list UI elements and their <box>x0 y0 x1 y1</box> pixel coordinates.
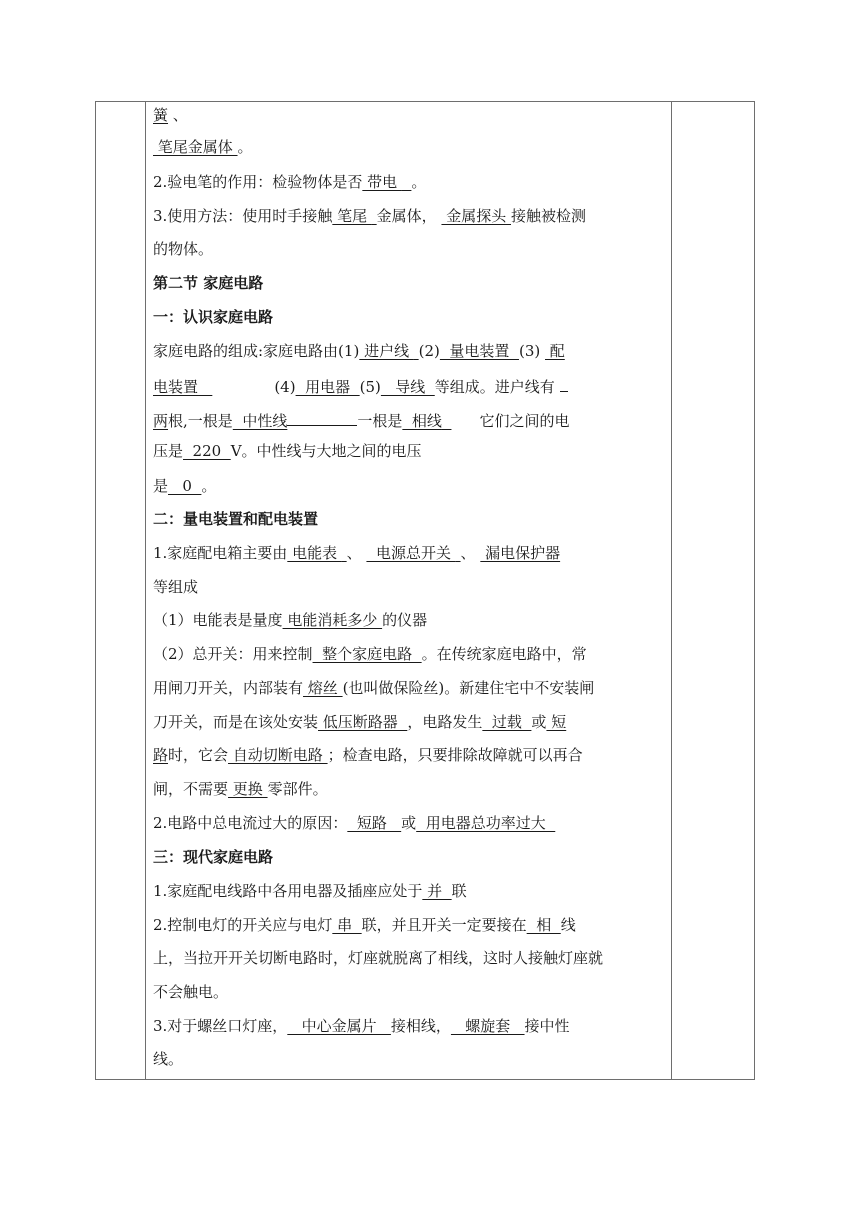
text-line: 线。 <box>153 1050 184 1068</box>
text-line: 等组成 <box>153 578 199 596</box>
section-heading: 一：认识家庭电路 <box>153 308 274 326</box>
text-line: 用闸刀开关，内部装有 熔丝 (也叫做保险丝)。新建住宅中不安装闸 <box>153 679 595 697</box>
text-line: 簧 、 <box>153 106 188 124</box>
text-line: 家庭电路的组成:家庭电路由(1) 进户线 (2) 量电装置 (3) 配 <box>153 342 565 360</box>
column-divider-left <box>145 102 146 1079</box>
text-line: 不会触电。 <box>153 983 229 1001</box>
text-line: 3.对于螺丝口灯座， 中心金属片 接相线， 螺旋套 接中性 <box>153 1017 570 1035</box>
text-line: （2）总开关：用来控制 整个家庭电路 。在传统家庭电路中，常 <box>153 645 587 663</box>
text-line: 压是 220 V。中性线与大地之间的电压 <box>153 442 422 460</box>
text-line: 2.控制电灯的开关应与电灯 串 联，并且开关一定要接在 相 线 <box>153 916 576 934</box>
text-line: 2.电路中总电流过大的原因： 短路 或 用电器总功率过大 <box>153 814 556 832</box>
section-heading: 三：现代家庭电路 <box>153 848 274 866</box>
text-line: 闸，不需要 更换 零部件。 <box>153 780 328 798</box>
text-line: 两根,一根是 中性线 一根是 相线 它们之间的电 <box>153 408 569 431</box>
text-line: 2.验电笔的作用：检验物体是否 带电 。 <box>153 173 427 191</box>
text-line: 的物体。 <box>153 240 214 258</box>
text-line: 是 0 。 <box>153 477 217 495</box>
text-line: 电装置 (4) 用电器 (5) 导线 等组成。进户线有 <box>153 374 568 397</box>
text-line: （1）电能表是量度 电能消耗多少 的仪器 <box>153 611 428 629</box>
column-divider-right <box>671 102 672 1079</box>
section-heading: 第二节 家庭电路 <box>153 274 264 292</box>
section-heading: 二：量电装置和配电装置 <box>153 510 319 528</box>
text-line: 笔尾金属体 。 <box>153 138 253 156</box>
text-line: 1.家庭配电线路中各用电器及插座应处于 并 联 <box>153 882 467 900</box>
text-line: 刀开关，而是在该处安装 低压断路器 ，电路发生 过载 或 短 <box>153 713 567 731</box>
text-line: 3.使用方法：使用时手接触 笔尾 金属体， 金属探头 接触被检测 <box>153 207 587 225</box>
text-line: 路时，它会 自动切断电路 ；检查电路，只要排除故障就可以再合 <box>153 746 583 764</box>
text-line: 上，当拉开开关切断电路时，灯座就脱离了相线，这时人接触灯座就 <box>153 949 604 967</box>
text-line: 1.家庭配电箱主要由 电能表 、 电源总开关 、 漏电保护器 <box>153 544 561 562</box>
